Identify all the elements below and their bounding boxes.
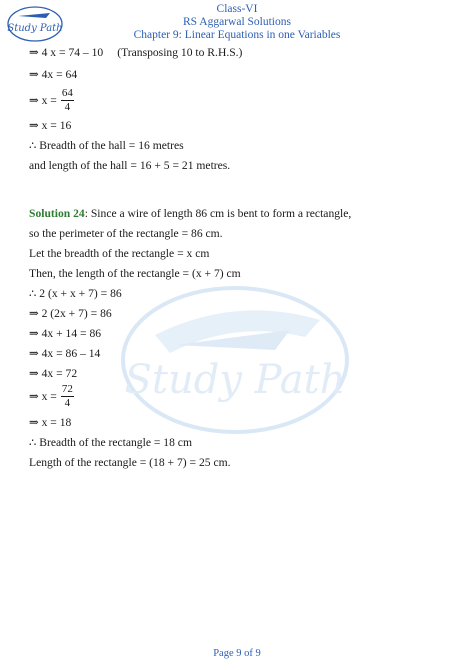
step-line: Length of the rectangle = (18 + 7) = 25 cm. [29,456,231,469]
fraction [61,384,74,409]
header-chapter: Chapter 9: Linear Equations in one Variables [133,29,341,41]
equation-text: ⇒ 4 x = 74 – 10 [29,46,104,59]
step-line: ∴ 2 (x + x + 7) = 86 [29,287,122,300]
page-number: Page 9 of 9 [213,648,261,659]
fraction [61,88,74,113]
step-line: Then, the length of the rectangle = (x + 7) cm [29,267,241,280]
fraction-denominator: 4 [64,397,71,409]
logo-text: Study Path [7,23,63,34]
solution-title: Solution 24 [29,207,85,220]
fraction-step-line [29,88,74,113]
header-class: Class-VI [216,3,258,15]
note-text: (Transposing 10 to R.H.S.) [117,46,243,59]
fraction-numerator: 64 [61,87,73,99]
step-line: ∴ Breadth of the rectangle = 18 cm [29,436,192,449]
step-line [29,46,242,60]
step-line: ⇒ 4x + 14 = 86 [29,327,102,340]
equation-prefix: ⇒ x = [29,93,57,107]
step-line: ⇒ 2 (2x + 7) = 86 [29,307,112,320]
page-header [0,3,474,42]
step-line: ⇒ 4x = 72 [29,367,78,380]
solution-intro: : Since a wire of length 86 cm is bent to form a rectangle, [84,207,352,220]
study-path-watermark [115,275,355,440]
equation-prefix: ⇒ x = [29,389,57,403]
step-line: so the perimeter of the rectangle = 86 cm. [29,227,223,240]
fraction-step-line [29,384,74,409]
step-line: Let the breadth of the rectangle = x cm [29,247,210,260]
step-line: and length of the hall = 16 + 5 = 21 metres. [29,159,231,172]
fraction-numerator: 72 [61,383,73,395]
step-line: ⇒ 4x = 86 – 14 [29,347,101,360]
step-line: ⇒ 4x = 64 [29,68,78,81]
step-line: ∴ Breadth of the hall = 16 metres [29,139,184,152]
fraction-denominator: 4 [64,101,71,113]
watermark-text: Study Path [124,357,346,403]
solution-heading-line [29,207,351,221]
step-line: ⇒ x = 16 [29,119,72,132]
header-book: RS Aggarwal Solutions [183,16,291,28]
step-line: ⇒ x = 18 [29,416,72,429]
